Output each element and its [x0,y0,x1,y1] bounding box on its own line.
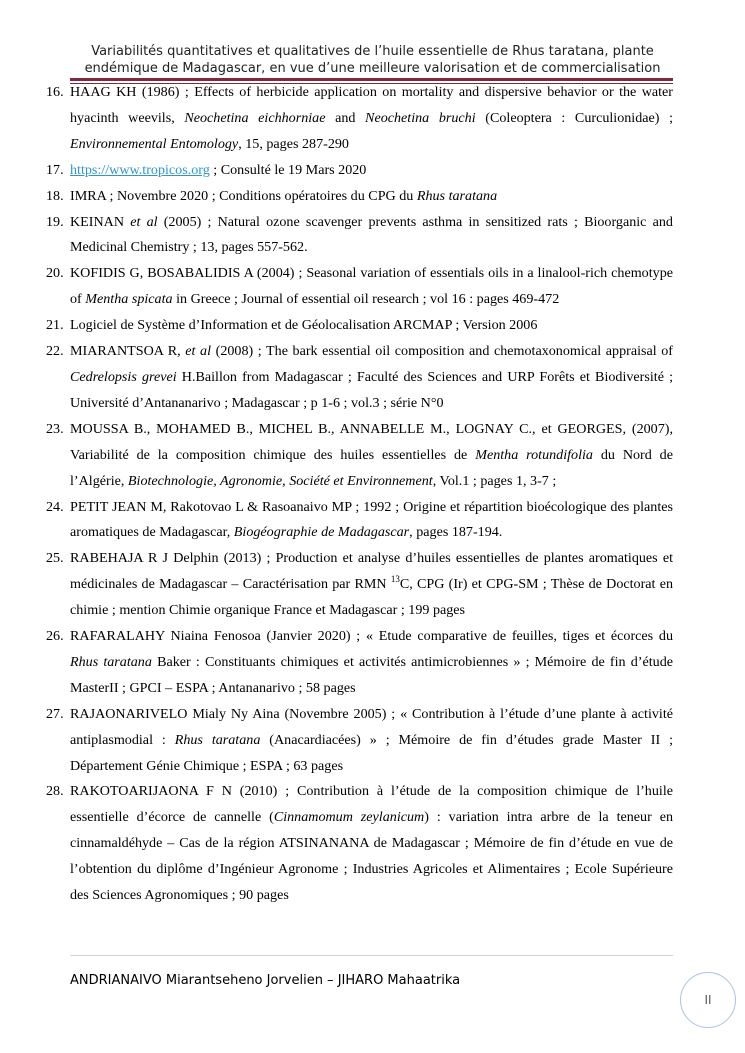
reference-text: and [325,109,366,126]
reference-item [46,261,673,313]
reference-text: C, CPG (Ir) et CPG-SM ; Thèse de Doctorat en chimie ; mention Chimie organique France et Madagascar ; 199 pages [70,576,673,619]
reference-item [46,210,673,262]
reference-number: 28. [46,783,64,800]
header-line-2: endémique de Madagascar, en vue d’une meilleure valorisation et de commercialisation [84,60,661,76]
reference-text: , pages 187-194. [409,524,503,541]
reference-italic: Cedrelopsis grevei [70,368,177,385]
running-header [70,44,675,77]
reference-italic: Environnemental Entomology [70,135,239,152]
reference-italic: Neochetina eichhorniae [184,109,326,126]
page-number-badge [680,972,736,1028]
reference-text: MIARANTSOA R, [70,343,186,360]
reference-number: 23. [46,420,64,437]
reference-item [46,495,673,547]
reference-text: MOUSSA B., MOHAMED B., MICHEL B., ANNABELLE M., LOGNAY C., et GEORGES, (2007), Variabilité de la composition chimique des huiles essentielles de [70,420,673,463]
reference-text: in Greece ; Journal of essential oil research ; vol 16 : pages 469-472 [172,291,560,308]
footer-rule [70,955,673,956]
reference-item [46,624,674,702]
reference-item [46,339,673,417]
reference-number: 21. [46,317,64,334]
reference-text: IMRA ; Novembre 2020 ; Conditions opératoires du CPG du [70,187,417,204]
reference-italic: Biotechnologie, Agronomie, Société et Environnement [127,472,433,489]
reference-list [46,80,674,909]
reference-text: HAAG KH (1986) ; Effects of herbicide application on mortality and dispersive behavior or the water hyacinth weevils, [70,84,673,126]
reference-text: , Vol.1 ; pages 1, 3-7 ; [432,472,557,489]
reference-text: (2008) ; The bark essential oil composition and chemotaxonomical appraisal of [211,343,673,360]
reference-text: RAFARALAHY Niaina Fenosoa (Janvier 2020) ; « Etude comparative de feuilles, tiges et écorces du [70,628,673,645]
reference-italic: et al [185,343,212,360]
reference-number: 18. [46,187,64,204]
reference-text: KOFIDIS G, BOSABALIDIS A (2004) ; Seasonal variation of essentials oils in a linalool-rich chemotype of [70,265,673,308]
reference-text: (Anacardiacées) » ; Mémoire de fin d’études grade Master II ; Département Génie Chimique ; ESPA ; 63 pages [70,731,673,774]
reference-number: 26. [46,628,64,645]
reference-text: (2005) ; Natural ozone scavenger prevents asthma in sensitized rats ; Bioorganic and Medicinal Chemistry ; 13, pages 557-562. [70,213,673,256]
reference-item [46,417,673,495]
reference-item [46,546,673,624]
reference-number: 27. [46,705,64,722]
reference-item [46,184,673,210]
header-line-1: Variabilités quantitatives et qualitatives de l’huile essentielle de Rhus taratana, plante [91,44,654,59]
reference-number: 22. [46,343,64,360]
reference-text: ) : variation intra arbre de la teneur en cinnamaldéhyde – Cas de la région ATSINANANA de Madagascar ; Mémoire de fin d’étude en vue de l’obtention du diplôme d’Ingénieur Agronome ; Industries Agricoles et Alimentaires ; Ecole Supérieure des Sciences Agronomiques ; 90 pages [70,809,673,904]
reference-text: H.Baillon from Madagascar ; Faculté des Sciences and URP Forêts et Biodiversité ; Université d’Antananarivo ; Madagascar ; p 1-6 ; vol.3 ; série N°0 [70,368,673,411]
reference-text: RAJAONARIVELO Mialy Ny Aina (Novembre 2005) ; « Contribution à l’étude d’une plante à activité antiplasmodial : [70,705,673,748]
footer-authors: ANDRIANAIVO Miarantseheno Jorvelien – JIHARO Mahaatrika [70,973,461,988]
reference-text: RAKOTOARIJAONA F N (2010) ; Contribution à l’étude de la composition chimique de l’huile essentielle d’écorce de cannelle ( [70,783,673,826]
reference-text: , 15, pages 287-290 [238,135,349,152]
reference-number: 20. [46,265,64,282]
reference-italic: Rhus taratana [70,653,152,670]
reference-link[interactable]: https://www.tropicos.org [70,161,210,178]
reference-text: KEINAN [70,213,131,230]
reference-text: (Coleoptera : Curculionidae) ; [475,109,673,126]
reference-italic: Cinnamomum zeylanicum [273,809,425,826]
reference-text: RABEHAJA R J Delphin (2013) ; Production et analyse d’huiles essentielles de plantes aromatiques et médicinales de Madagascar – Caractérisation par RMN [70,550,673,593]
reference-item [46,702,673,780]
reference-item [46,158,673,184]
reference-italic: Mentha rotundifolia [475,446,593,463]
reference-item [46,779,673,909]
reference-number: 19. [46,213,64,230]
reference-text: du Nord de l’Algérie, [70,446,673,489]
reference-number: 17. [46,161,64,178]
page-number: II [704,993,712,1007]
reference-italic: Rhus taratana [416,187,498,204]
reference-number: 24. [46,498,64,515]
reference-number: 25. [46,550,64,567]
reference-text: ; Consulté le 19 Mars 2020 [209,161,367,178]
reference-item [46,80,673,158]
reference-italic: Neochetina bruchi [365,109,476,126]
reference-text: PETIT JEAN M, Rakotovao L & Rasoanaivo MP ; 1992 ; Origine et répartition bioécologique des plantes aromatiques de Madagascar, [70,498,673,541]
reference-item [46,313,673,339]
reference-italic: Biogéographie de Madagascar [233,524,410,541]
reference-text: Logiciel de Système d’Information et de Géolocalisation ARCMAP ; Version 2006 [70,317,538,334]
superscript: 13 [390,574,400,585]
reference-italic: Mentha spicata [85,291,173,308]
reference-italic: et al [130,213,158,230]
reference-number: 16. [46,84,64,100]
reference-text: Baker : Constituants chimiques et activités antimicrobiennes » ; Mémoire de fin d’étude MasterII ; GPCI – ESPA ; Antananarivo ; 58 pages [70,653,674,696]
reference-italic: Rhus taratana [174,731,261,748]
